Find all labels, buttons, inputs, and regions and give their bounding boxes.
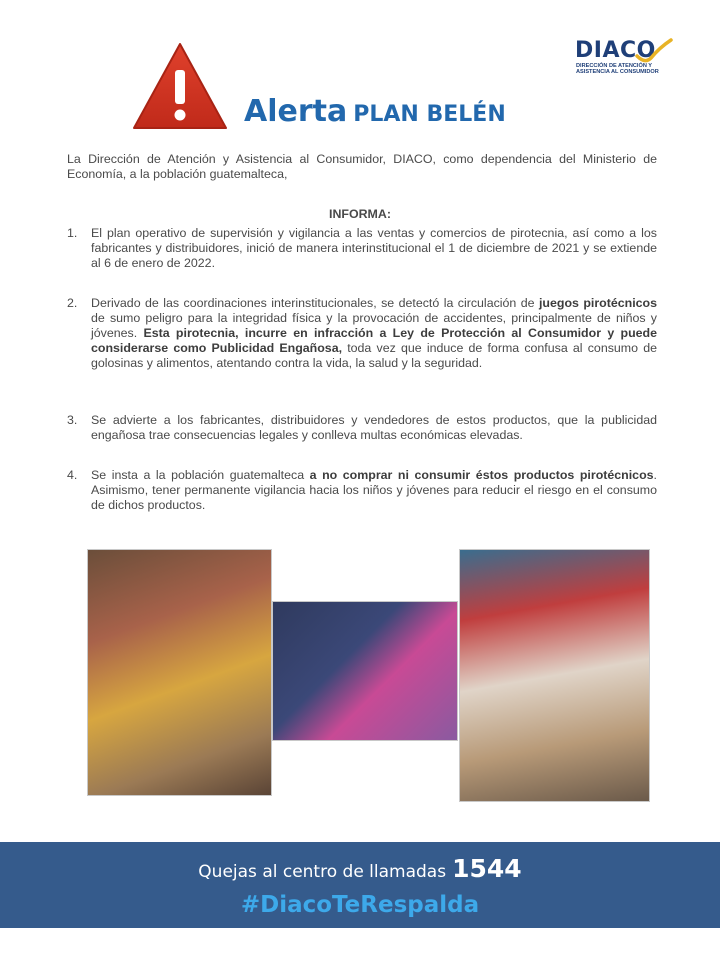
page-title bbox=[244, 94, 506, 129]
footer-banner bbox=[0, 842, 720, 928]
list-item bbox=[67, 296, 657, 371]
intro-paragraph: La Dirección de Atención y Asistencia al Consumidor, DIACO, como dependencia del Ministerio de Economía, a la población guatemalteca, bbox=[67, 152, 657, 181]
footer-phone-number: 1544 bbox=[452, 854, 522, 883]
list-item-text: Se insta a la población guatemalteca a no comprar ni consumir éstos productos pirotécnicos. Asimismo, tener permanente vigilancia hacia los niños y jóvenes para reducir el riesgo en el consumo de dichos productos. bbox=[91, 468, 657, 512]
logo-brand-text: DIACO bbox=[575, 38, 656, 63]
list-item-number: 2. bbox=[67, 296, 78, 310]
list-item-number: 3. bbox=[67, 413, 78, 427]
footer-hashtag: #DiacoTeRespalda bbox=[240, 892, 480, 918]
list-item-text: El plan operativo de supervisión y vigilancia a las ventas y comercios de pirotecnia, así como a los fabricantes y distribuidores, inició de manera interinstitucional el 1 de diciembre de 2021 y se extiende al 6 de enero de 2022. bbox=[91, 226, 657, 270]
list-item bbox=[67, 226, 657, 271]
logo-check-icon bbox=[633, 38, 673, 66]
list-item-number: 4. bbox=[67, 468, 78, 482]
informa-heading: INFORMA: bbox=[329, 207, 391, 221]
title-plan-belen: PLAN BELÉN bbox=[353, 102, 506, 127]
footer-quejas-text: Quejas al centro de llamadas bbox=[198, 862, 447, 882]
warning-triangle-icon bbox=[131, 40, 229, 132]
list-item bbox=[67, 413, 657, 443]
title-alerta: Alerta bbox=[244, 94, 348, 129]
list-item bbox=[67, 468, 657, 513]
photo-product-packs bbox=[87, 549, 272, 796]
photo-candy-box bbox=[272, 601, 458, 741]
footer-call-line bbox=[0, 854, 720, 883]
diaco-logo bbox=[575, 40, 675, 78]
list-item-text: Derivado de las coordinaciones interinstitucionales, se detectó la circulación de juegos pirotécnicos de sumo peligro para la integridad física y la provocación de accidentes, principalmente de niños y jóvenes. Esta pirotecnia, incurre en infracción a Ley de Protección al Consumidor y puede considerarse como Publicidad Engañosa, toda vez que induce de forma confusa al consumo de golosinas y alimentos, atentando contra la vida, la salud y la seguridad. bbox=[91, 296, 658, 370]
list-item-number: 1. bbox=[67, 226, 78, 240]
photo-product-cups bbox=[459, 549, 650, 802]
logo-subtitle: DIRECCIÓN DE ATENCIÓN Y ASISTENCIA AL CONSUMIDOR bbox=[576, 63, 659, 76]
list-item-text: Se advierte a los fabricantes, distribuidores y vendedores de estos productos, que la publicidad engañosa trae consecuencias legales y conlleva multas económicas elevadas. bbox=[91, 413, 657, 442]
